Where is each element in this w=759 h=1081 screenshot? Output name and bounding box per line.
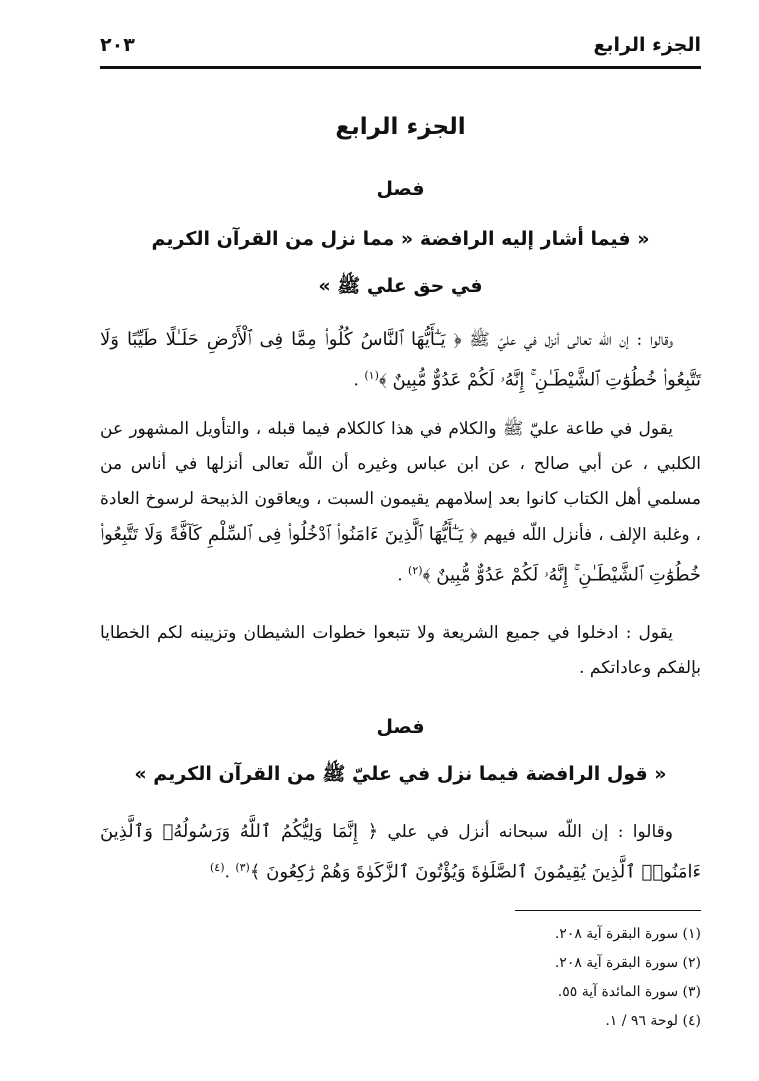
paragraph-2-text: يقول في طاعة عليّ ﷺ والكلام في هذا كالكلام فيما قبله ، والتأويل المشهور عن الكلبي ، عن أبي صالح ، عن ابن عباس وغيره أن اللّه تعالى أنزلها في أناس من مسلمي أهل الكتاب كانوا بعد إسلامهم يقيمون السبت ، ويعاقون الذبيحة لرسوخ العادة ، وغلبة الإلف ، فأنزل اللّه فيهم bbox=[100, 419, 701, 545]
footnotes bbox=[401, 920, 701, 1036]
paragraph-1-intro: وقالوا : إن اللّه تعالى أنزل في عليّ ﷺ bbox=[469, 330, 674, 350]
quran-verse-1: ﴿ يَـٰٓأَيُّهَا ٱلنَّاسُ كُلُوا۟ مِمَّا فِى ٱلْأَرْضِ حَلَـٰلًا طَيِّبًا وَلَا تَتَّبِعُوا۟ خُطُوَٰتِ ٱلشَّيْطَـٰنِ ۚ إِنَّهُۥ لَكُمْ عَدُوٌّ مُّبِينٌ ﴾ bbox=[100, 329, 701, 391]
header-divider bbox=[100, 66, 701, 69]
footnote-item: (١) سورة البقرة آية ٢٠٨. bbox=[554, 926, 701, 942]
running-title: الجزء الرابع bbox=[593, 34, 701, 56]
section-heading-1-line-2: في حق علي ﷺ » bbox=[318, 275, 483, 297]
paragraph-4-intro: وقالوا : إن اللّه سبحانه أنزل في علي bbox=[387, 822, 673, 842]
footnote-ref-3: (٣) bbox=[235, 861, 250, 874]
page-number: ٢٠٣ bbox=[100, 34, 135, 56]
footnote-ref-4: (٤) bbox=[209, 861, 225, 874]
paragraph-3-text: يقول : ادخلوا في جميع الشريعة ولا تتبعوا خطوات الشيطان وتزيينه لكم الخطايا بإلفكم وعاداتكم . bbox=[100, 623, 701, 678]
paragraph-4 bbox=[100, 814, 701, 891]
paragraph-4-end: . bbox=[224, 862, 236, 883]
footnote-item: (٤) لوحة ٩٦ / ١. bbox=[605, 1013, 701, 1029]
paragraph-1-end: . bbox=[353, 370, 365, 391]
paragraph-3 bbox=[100, 616, 701, 686]
chapter-title: الجزء الرابع bbox=[335, 114, 466, 140]
footnote-ref-2: (٢) bbox=[408, 564, 423, 577]
quran-verse-2: ﴿ يَـٰٓأَيُّهَا ٱلَّذِينَ ءَامَنُوا۟ ٱدْخُلُوا۟ فِى ٱلسِّلْمِ كَآفَّةً وَلَا تَتَّبِعُوا۟ خُطُوَٰتِ ٱلشَّيْطَـٰنِ ۚ إِنَّهُۥ لَكُمْ عَدُوٌّ مُّبِينٌ ﴾ bbox=[100, 524, 701, 586]
section-heading-2: « قول الرافضة فيما نزل في عليّ ﷺ من القرآن الكريم » bbox=[134, 763, 667, 785]
footnote-item: (٣) سورة المائدة آية ٥٥. bbox=[557, 984, 701, 1000]
section-label-1: فصل bbox=[376, 178, 425, 200]
running-header bbox=[100, 28, 701, 62]
footnote-item: (٢) سورة البقرة آية ٢٠٨. bbox=[554, 955, 701, 971]
footnote-divider bbox=[515, 910, 701, 911]
paragraph-2 bbox=[100, 412, 701, 594]
section-heading-1-line-1: « فيما أشار إليه الرافضة « مما نزل من القرآن الكريم bbox=[151, 228, 650, 250]
quran-verse-3: ﴿ إِنَّمَا وَلِيُّكُمُ ٱللَّهُ وَرَسُولُهُۥ وَٱلَّذِينَ ءَامَنُوا۟ ٱلَّذِينَ يُقِيمُونَ ٱلصَّلَوٰةَ وَيُؤْتُونَ ٱلزَّكَوٰةَ وَهُمْ رَٰكِعُونَ ﴾ bbox=[100, 821, 701, 883]
footnote-ref-1: (١) bbox=[364, 369, 379, 382]
section-label-2: فصل bbox=[376, 716, 425, 738]
paragraph-1 bbox=[100, 322, 701, 399]
paragraph-2-end: . bbox=[397, 565, 409, 586]
